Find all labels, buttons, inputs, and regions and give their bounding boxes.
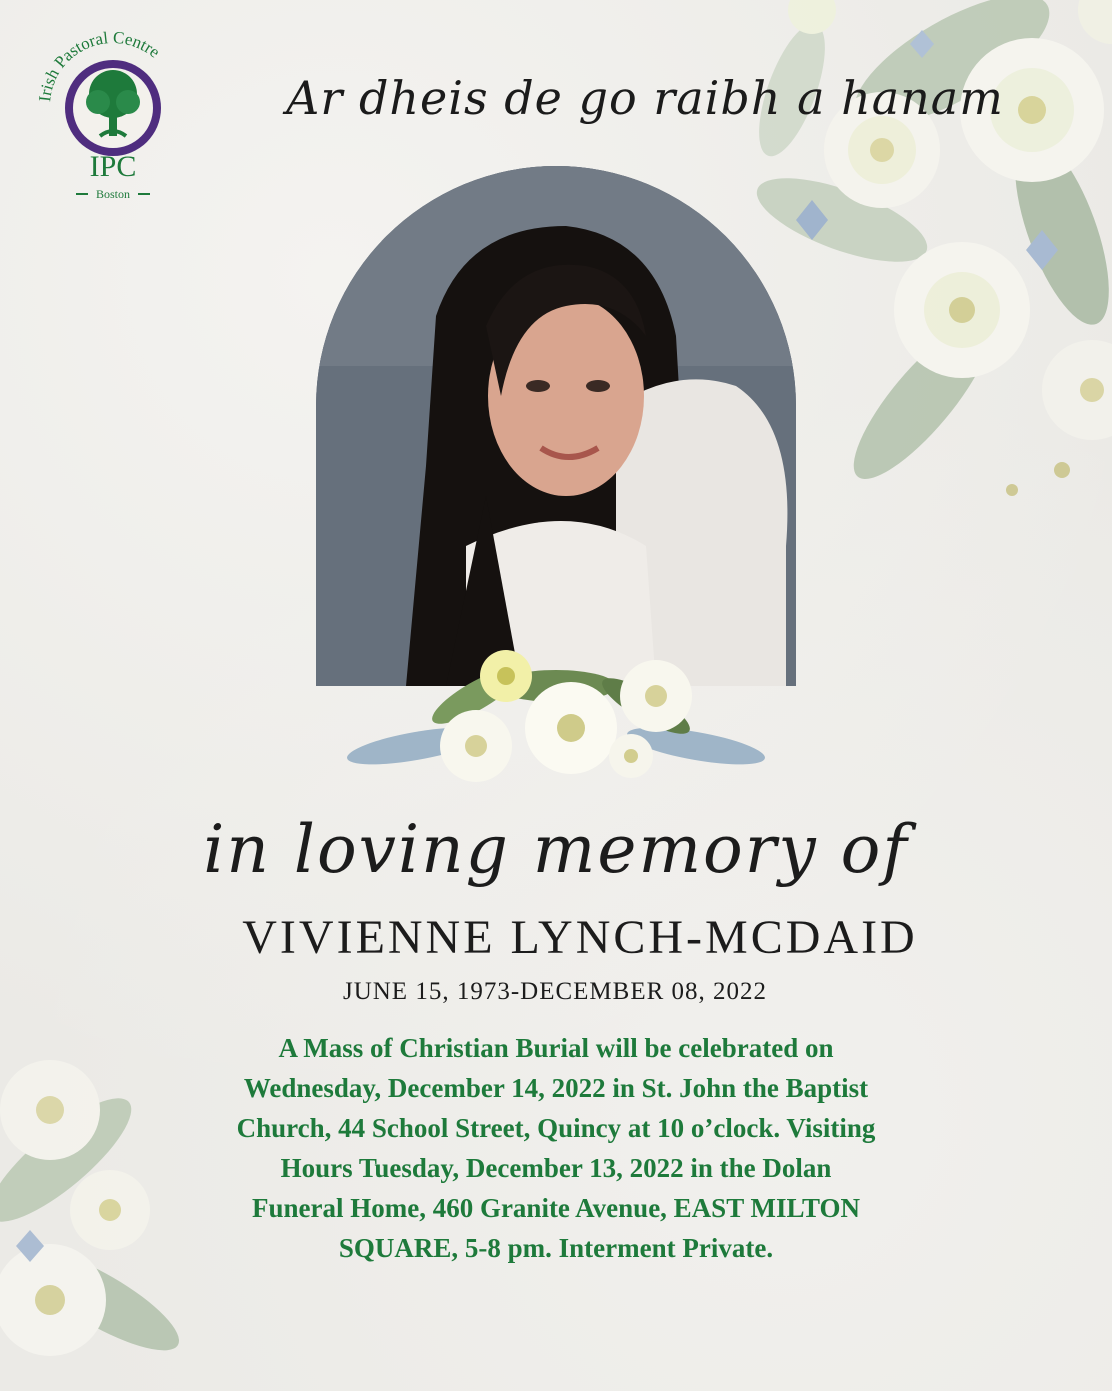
svg-text:Irish Pastoral Centre: Irish Pastoral Centre — [35, 27, 164, 103]
svg-text:IPC: IPC — [89, 150, 137, 183]
service-line: Hours Tuesday, December 13, 2022 in the Dolan — [280, 1153, 832, 1183]
floral-bouquet — [346, 636, 766, 796]
service-line: Church, 44 School Street, Quincy at 10 o’clock. Visiting — [236, 1113, 876, 1143]
service-details — [120, 1028, 992, 1268]
in-loving-memory-heading: in loving memory of — [203, 811, 909, 888]
service-line: SQUARE, 5-8 pm. Interment Private. — [338, 1233, 774, 1263]
portrait-photo — [316, 166, 796, 686]
deceased-name: VIVIENNE LYNCH-MCDAID — [242, 911, 918, 964]
service-line: Funeral Home, 460 Granite Avenue, EAST MILTON — [251, 1193, 861, 1223]
irish-blessing-heading: Ar dheis de go raibh a hanam — [286, 71, 1004, 125]
celtic-tree-icon — [28, 14, 198, 206]
life-dates: JUNE 15, 1973-DECEMBER 08, 2022 — [342, 978, 768, 1005]
service-line: Wednesday, December 14, 2022 in St. John the Baptist — [243, 1073, 869, 1103]
service-line: A Mass of Christian Burial will be celebrated on — [278, 1033, 834, 1063]
ipc-logo — [28, 14, 198, 206]
svg-text:Boston: Boston — [95, 187, 131, 201]
